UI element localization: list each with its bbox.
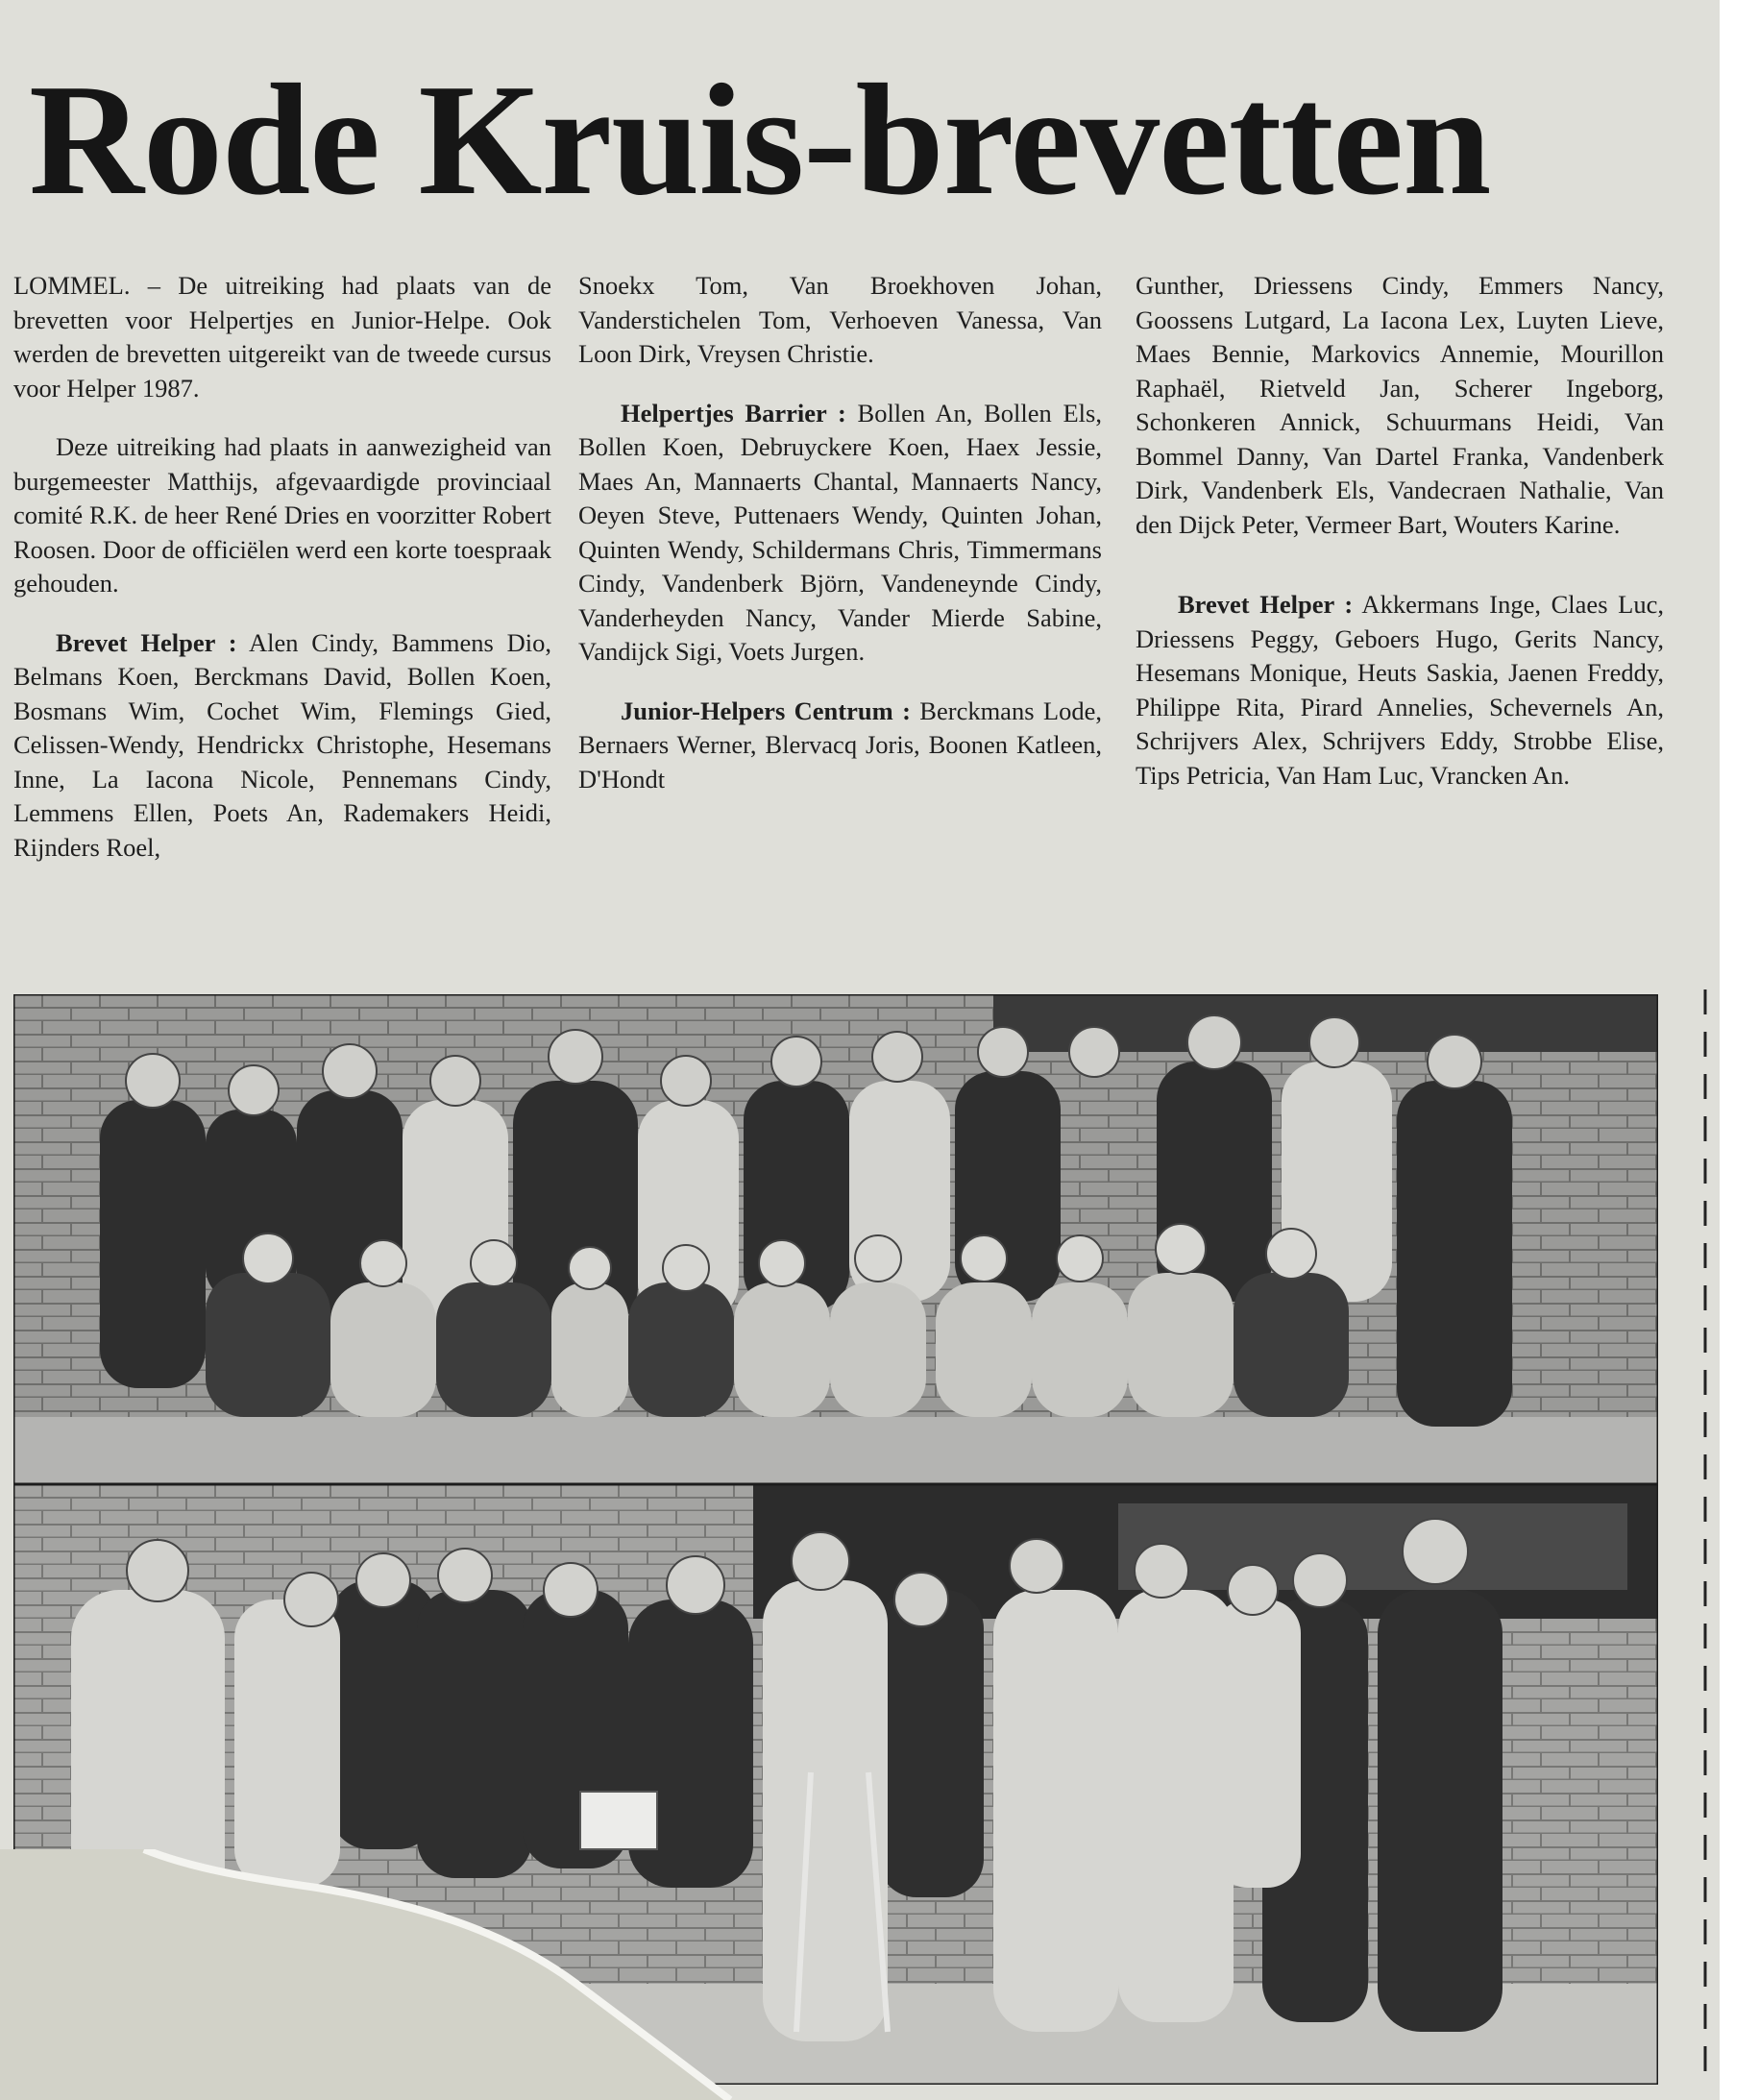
headline: Rode Kruis-brevetten <box>29 51 1491 228</box>
paragraph-names-continued: Gunther, Driessens Cindy, Emmers Nancy, Goossens Lutgard, La Iacona Lex, Luyten Lieve, Maes Bennie, Markovics Annemie, Mourillon Raphaël, Rietveld Jan, Scherer Ingeborg, Schonkeren Annick, Schuurmans Heidi, Van Bommel Danny, Van Dartel Franka, Vandenberk Dirk, Vandenberk Els, Vandecraen Nathalie, Van den Dijck Peter, Vermeer Bart, Wouters Karine. <box>1136 271 1664 539</box>
section-label: Brevet Helper : <box>56 627 237 657</box>
section-label: Junior-Helpers Centrum : <box>621 696 911 725</box>
paragraph-ceremony: Deze uitreiking had plaats in aanwezigheid van burgemeester Matthijs, afgevaardigde provinciaal comité R.K. de heer René Dries en voorzitter Robert Roosen. Door de officiëlen werd een korte toespraak gehouden. <box>13 432 551 598</box>
torn-corner <box>0 1849 749 2100</box>
paragraph-intro: LOMMEL. – De uitreiking had plaats van de brevetten voor Helpertjes en Junior-Helpe. Ook werden de brevetten uitgereikt van de tweede cursus voor Helper 1987. <box>13 271 551 403</box>
edge-marks <box>1696 989 1715 2085</box>
section-label: Brevet Helper : <box>1178 590 1354 619</box>
group-photo-top <box>13 994 1658 1484</box>
group-photo-top-image <box>13 994 1658 1484</box>
article-column-3 <box>1136 269 1664 793</box>
paragraph-brevet-helper: Brevet Helper : Alen Cindy, Bammens Dio, Belmans Koen, Berckmans David, Bollen Koen, Bosmans Wim, Cochet Wim, Flemings Gied, Celissen-Wendy, Hendrickx Christophe, Hesemans Inne, La Iacona Nicole, Pennemans Cindy, Lemmens Ellen, Poets An, Rademakers Heidi, Rijnders Roel, <box>13 627 552 862</box>
article-column-1 <box>13 269 551 865</box>
paragraph-junior-helpers-centrum: Junior-Helpers Centrum : Berckmans Lode, Bernaers Werner, Blervacq Joris, Boonen Katleen, D'Hondt <box>578 696 1102 794</box>
paragraph-helpertjes-barrier: Helpertjes Barrier : Bollen An, Bollen Els, Bollen Koen, Debruyckere Koen, Haex Jessie, Maes An, Mannaerts Chantal, Mannaerts Nancy, Oeyen Steve, Puttenaers Wendy, Quinten Johan, Quinten Wendy, Schildermans Chris, Timmermans Cindy, Vandenberk Björn, Vandeneynde Cindy, Vanderheyden Nancy, Vander Mierde Sabine, Vandijck Sigi, Voets Jurgen. <box>578 398 1102 666</box>
paragraph-names-continued: Snoekx Tom, Van Broekhoven Johan, Vanderstichelen Tom, Verhoeven Vanessa, Van Loon Dirk, Vreysen Christie. <box>578 271 1102 368</box>
paragraph-brevet-helper-2: Brevet Helper : Akkermans Inge, Claes Luc, Driessens Peggy, Geboers Hugo, Gerits Nancy, Hesemans Monique, Heuts Saskia, Jaenen Freddy, Philippe Rita, Pirard Annelies, Schevernels An, Schrijvers Alex, Schrijvers Eddy, Strobbe Elise, Tips Petricia, Van Ham Luc, Vrancken An. <box>1136 590 1664 790</box>
article-column-2 <box>578 269 1102 796</box>
section-label: Helpertjes Barrier : <box>621 398 846 427</box>
